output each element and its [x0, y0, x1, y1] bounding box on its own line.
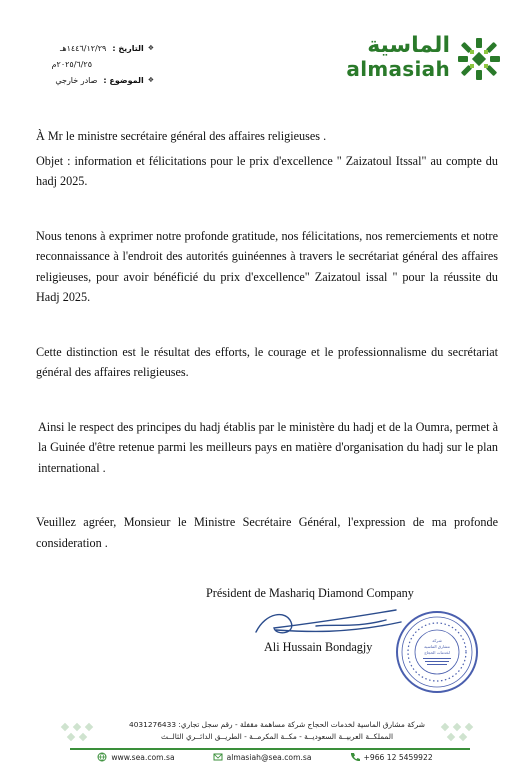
mail-icon [213, 752, 223, 762]
globe-icon [97, 752, 107, 762]
date-gregorian-row [34, 56, 154, 72]
letter-footer [0, 712, 530, 770]
letter-meta [34, 40, 154, 88]
logo-mark-icon [456, 36, 502, 82]
subject-value: صادر خارجي [55, 75, 98, 85]
letter-subject: Objet : information et félicitations pour le prix d'excellence " Zaizatoul Itssal" au compte du hadj 2025. [36, 153, 498, 188]
date-row [34, 40, 154, 56]
letter-body [36, 126, 498, 553]
paragraph-respect: Ainsi le respect des principes du hadj établis par le ministère du hadj et de la Oumra, permet à la Guinée d'être retenue parmi les meilleurs pays en matière d'organisation du hadj sur le plan international . [38, 419, 498, 475]
svg-text:شركة: شركة [432, 638, 442, 643]
logo-wordmark [346, 34, 450, 80]
footer-company-info: شركة مشارق الماسية لخدمات الحجاج شركة مساهمة مقفلة - رقم سجل تجاري: 4031276433 [129, 720, 425, 729]
contact-phone[interactable] [350, 752, 433, 762]
footer-pattern-right-icon [440, 720, 480, 744]
footer-pattern-left-icon [60, 720, 100, 744]
paragraph-gratitude: Nous tenons à exprimer notre profonde gratitude, nos félicitations, nos remerciements et notre reconnaissance à l'endroit des autorités guinéennes à travers le secrétariat général des affaires religieuses, pour avoir bénéficié du prix d'excellence" Zaizatoul issal " pour la réussite du Hadj 2025. [36, 228, 498, 304]
footer-contacts [0, 752, 530, 762]
date-gregorian: ٢٠٢٥/٦/٢٥م [51, 59, 92, 69]
contact-email[interactable] [213, 752, 312, 762]
subject-row [34, 72, 154, 88]
handwritten-signature [246, 602, 406, 642]
company-stamp [395, 610, 479, 694]
paragraph-distinction: Cette distinction est le résultat des efforts, le courage et le professionnalisme du secrétariat général des affaires religieuses. [36, 344, 498, 379]
email-text: almasiah@sea.com.sa [226, 752, 312, 762]
svg-text:لخدمات الحجاج: لخدمات الحجاج [424, 650, 450, 655]
footer-divider [70, 748, 470, 750]
paragraph-closing: Veuillez agréer, Monsieur le Ministre Secrétaire Général, l'expression de ma profonde consideration . [36, 515, 498, 550]
phone-text: +966 12 5459922 [363, 752, 433, 762]
date-label: التاريخ : [112, 43, 144, 53]
subject-label: الموضوع : [103, 75, 144, 85]
contact-website[interactable] [97, 752, 174, 762]
signatory-name: Ali Hussain Bondagjy [264, 640, 373, 654]
logo-latin: almasiah [346, 57, 450, 81]
svg-text:مشارق الماسية: مشارق الماسية [424, 644, 450, 649]
phone-icon [350, 752, 360, 762]
footer-address: المملكــة العربيــة السعوديــة - مكــة المكرمــة - الطريــق الدائــري الثالــث [160, 732, 394, 741]
diamond-bullet-icon: ❖ [147, 76, 154, 84]
date-hijri: ١٤٤٦/١٢/٢٩هـ [60, 43, 107, 53]
letter-address: À Mr le ministre secrétaire général des affaires religieuses . [36, 129, 327, 143]
company-logo [306, 34, 506, 86]
website-text: www.sea.com.sa [111, 752, 175, 762]
diamond-bullet-icon: ❖ [147, 44, 154, 52]
signatory-title: Président de Mashariq Diamond Company [206, 586, 414, 600]
logo-arabic: الماسية [367, 33, 450, 58]
